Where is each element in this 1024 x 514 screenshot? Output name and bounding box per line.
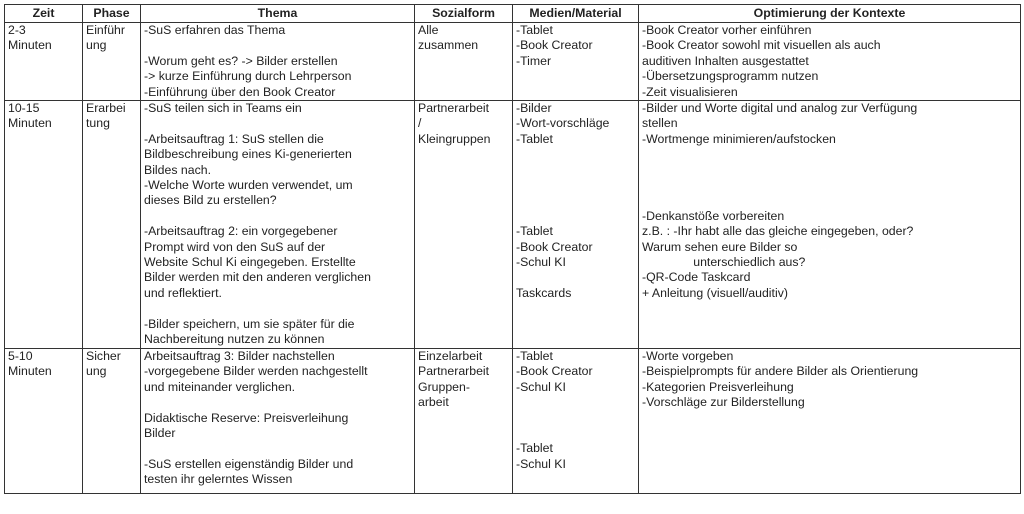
cell-line: -Schul KI [516, 255, 566, 270]
cell-line: Didaktische Reserve: Preisverleihung [144, 410, 349, 425]
cell-line [516, 411, 635, 426]
cell-line: -Übersetzungsprogramm nutzen [642, 69, 819, 84]
cell-line: ung [86, 38, 107, 53]
cell-line: Warum sehen eure Bilder so [642, 239, 798, 254]
cell-line: -Book Creator sowohl mit visuellen als auch [642, 38, 881, 53]
cell-phase [83, 101, 141, 349]
cell-line [642, 193, 1017, 208]
cell-line: -Worte vorgeben [642, 349, 734, 364]
cell-line: Alle [418, 23, 439, 37]
cell-line: unterschiedlich aus? [642, 255, 806, 270]
cell-phase [83, 349, 141, 494]
table-row [5, 101, 1021, 349]
cell-phase [83, 23, 141, 101]
cell-line: -Book Creator vorher einführen [642, 23, 812, 37]
cell-line: -Schul KI [516, 456, 566, 471]
cell-line: Partnerarbeit [418, 364, 490, 379]
cell-line [516, 209, 635, 224]
cell-line: -Welche Worte wurden verwendet, um [144, 178, 353, 193]
cell-line: Einführ [86, 23, 125, 37]
cell-medien [513, 349, 639, 494]
cell-line: auditiven Inhalten ausgestattet [642, 53, 809, 68]
cell-line: -Beispielprompts für andere Bilder als Orientierung [642, 364, 919, 379]
cell-line: Prompt wird von den SuS auf der [144, 239, 326, 254]
cell-line: -Einführung über den Book Creator [144, 84, 336, 99]
cell-line: -Book Creator [516, 364, 593, 379]
lesson-plan-table [4, 4, 1021, 494]
cell-line: -vorgegebene Bilder werden nachgestellt [144, 364, 368, 379]
cell-line: / [418, 116, 422, 131]
cell-line [642, 163, 1017, 178]
cell-line: dieses Bild zu erstellen? [144, 193, 277, 208]
cell-line: -Book Creator [516, 239, 593, 254]
cell-line: -Tablet [516, 349, 553, 364]
cell-line: arbeit [418, 395, 449, 410]
cell-line: Taskcards [516, 285, 572, 300]
cell-line: ung [86, 364, 107, 379]
cell-line [144, 441, 411, 456]
cell-line: -Zeit visualisieren [642, 84, 738, 99]
cell-medien [513, 101, 639, 349]
cell-line: -Wort-vorschläge [516, 116, 610, 131]
cell-optimierung [639, 349, 1021, 494]
cell-line: Bilder werden mit den anderen verglichen [144, 270, 371, 285]
cell-line: 5-10 [8, 349, 33, 364]
cell-line: -SuS teilen sich in Teams ein [144, 101, 302, 116]
cell-line [516, 395, 635, 410]
cell-line: Einzelarbeit [418, 349, 483, 364]
header-sozialform: Sozialform [415, 5, 513, 23]
cell-optimierung [639, 23, 1021, 101]
header-thema: Thema [141, 5, 415, 23]
cell-sozialform [415, 101, 513, 349]
cell-sozialform [415, 349, 513, 494]
header-phase: Phase [83, 5, 141, 23]
cell-zeit [5, 101, 83, 349]
cell-line: -SuS erstellen eigenständig Bilder und [144, 456, 354, 471]
cell-line: -Tablet [516, 224, 553, 239]
cell-line: zusammen [418, 38, 479, 53]
cell-line [144, 38, 411, 53]
cell-line [516, 147, 635, 162]
cell-line: -Vorschläge zur Bilderstellung [642, 395, 805, 410]
header-zeit: Zeit [5, 5, 83, 23]
cell-line [144, 395, 411, 410]
cell-line: Gruppen- [418, 379, 470, 394]
cell-line: -Kategorien Preisverleihung [642, 379, 794, 394]
cell-line: -Worum geht es? -> Bilder erstellen [144, 53, 338, 68]
cell-line: -Tablet [516, 441, 553, 456]
cell-line [144, 301, 411, 316]
cell-line [144, 209, 411, 224]
cell-line: stellen [642, 116, 678, 131]
cell-line: Minuten [8, 364, 52, 379]
cell-line: -Arbeitsauftrag 2: ein vorgegebener [144, 224, 338, 239]
cell-line: Arbeitsauftrag 3: Bilder nachstellen [144, 349, 335, 364]
cell-line: Kleingruppen [418, 131, 491, 146]
cell-line: tung [86, 116, 110, 131]
cell-line: Bildbeschreibung eines Ki-generierten [144, 147, 352, 162]
table-row [5, 349, 1021, 494]
cell-line: Partnerarbeit [418, 101, 490, 116]
cell-line [516, 426, 635, 441]
table-header-row [5, 5, 1021, 23]
cell-line: z.B. : -Ihr habt alle das gleiche eingegeben, oder? [642, 224, 914, 239]
cell-thema [141, 23, 415, 101]
cell-line [642, 147, 1017, 162]
cell-zeit [5, 23, 83, 101]
cell-line: und reflektiert. [144, 285, 222, 300]
cell-line: testen ihr gelerntes Wissen [144, 472, 293, 487]
cell-line: + Anleitung (visuell/auditiv) [642, 285, 788, 300]
cell-line [516, 163, 635, 178]
cell-line: und miteinander verglichen. [144, 379, 296, 394]
cell-line: -Tablet [516, 131, 553, 146]
cell-line: Bildes nach. [144, 162, 211, 177]
cell-line: Sicher [86, 349, 121, 364]
cell-zeit [5, 349, 83, 494]
cell-line: -Denkanstöße vorbereiten [642, 208, 785, 223]
cell-line: -Bilder und Worte digital und analog zur Verfügung [642, 101, 918, 116]
cell-line: 2-3 [8, 23, 26, 37]
cell-line [516, 193, 635, 208]
cell-sozialform [415, 23, 513, 101]
cell-line: Nachbereitung nutzen zu können [144, 332, 325, 347]
cell-line: -Arbeitsauftrag 1: SuS stellen die [144, 131, 324, 146]
cell-line [516, 178, 635, 193]
cell-line: Website Schul Ki eingegeben. Erstellte [144, 255, 356, 270]
cell-thema [141, 349, 415, 494]
header-medien-material: Medien/Material [513, 5, 639, 23]
lesson-plan-table-wrapper [4, 4, 1020, 494]
cell-line: Minuten [8, 38, 52, 53]
cell-thema [141, 101, 415, 349]
cell-line [144, 116, 411, 131]
cell-line: Minuten [8, 116, 52, 131]
cell-line: -Tablet [516, 23, 553, 37]
cell-line: Bilder [144, 426, 176, 441]
header-optimierung: Optimierung der Kontexte [639, 5, 1021, 23]
cell-line: -Book Creator [516, 38, 593, 53]
cell-optimierung [639, 101, 1021, 349]
cell-line: -Bilder [516, 101, 552, 116]
cell-line: -SuS erfahren das Thema [144, 23, 286, 37]
cell-line: -Timer [516, 53, 552, 68]
cell-line: Erarbei [86, 101, 126, 116]
cell-medien [513, 23, 639, 101]
cell-line: -> kurze Einführung durch Lehrperson [144, 69, 352, 84]
cell-line [516, 270, 635, 285]
cell-line: -Wortmenge minimieren/aufstocken [642, 131, 836, 146]
cell-line: -Schul KI [516, 379, 566, 394]
table-row [5, 23, 1021, 101]
cell-line: -QR-Code Taskcard [642, 270, 751, 285]
cell-line: 10-15 [8, 101, 40, 116]
cell-line: -Bilder speichern, um sie später für die [144, 316, 355, 331]
cell-line [642, 178, 1017, 193]
